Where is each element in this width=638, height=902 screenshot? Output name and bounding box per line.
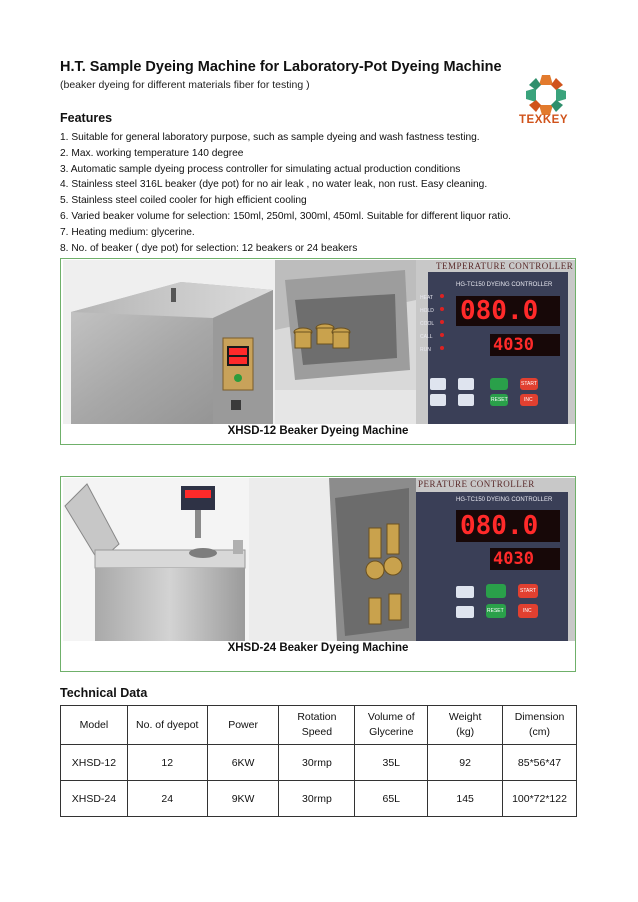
controller-brand: PERATURE CONTROLLER [418, 479, 535, 489]
table-cell: 30rmp [279, 781, 355, 817]
beaker-interior-photo [249, 478, 416, 641]
table-cell: 24 [127, 781, 207, 817]
reset-key-label: RESET [491, 397, 508, 403]
feature-item: 8. No. of beaker ( dye pot) for selection: 12 beakers or 24 beakers [60, 242, 358, 254]
feature-item: 1. Suitable for general laboratory purpose, such as sample dyeing and wash fastness testing. [60, 132, 480, 143]
column-header-dyepot: No. of dyepot [127, 706, 207, 745]
feature-item: 3. Automatic sample dyeing process controller for simulating actual production conditions [60, 163, 461, 175]
table-row [61, 745, 577, 781]
table-cell: 100*72*122 [503, 781, 577, 817]
controller-brand: TEMPERATURE CONTROLLER [436, 261, 574, 271]
status-label-cool: COOL [420, 321, 435, 327]
controller-model: HG-TC150 DYEING CONTROLLER [456, 497, 553, 503]
technical-data-table [60, 705, 577, 817]
table-row [61, 781, 577, 817]
page-title: H.T. Sample Dyeing Machine for Laboratory-Pot Dyeing Machine [60, 59, 502, 75]
time-display: 4030 [493, 335, 534, 355]
status-label-run: RUN [420, 347, 431, 353]
features-list [60, 130, 511, 256]
page-subtitle: (beaker dyeing for different materials fiber for testing ) [60, 79, 310, 91]
controller-model: HG-TC150 DYEING CONTROLLER [456, 282, 553, 288]
panel-caption: XHSD-12 Beaker Dyeing Machine [227, 425, 409, 437]
table-cell: 92 [428, 745, 503, 781]
column-header-glycerine-volume: Volume of Glycerine [355, 706, 428, 745]
table-cell: XHSD-12 [61, 745, 128, 781]
time-display: 4030 [493, 549, 534, 569]
table-cell: XHSD-24 [61, 781, 128, 817]
features-heading: Features [60, 111, 113, 125]
status-label-call: CALL [420, 334, 433, 340]
reset-key-label: RESET [487, 608, 504, 614]
panel-caption: XHSD-24 Beaker Dyeing Machine [227, 642, 409, 654]
column-header-power: Power [207, 706, 279, 745]
feature-item: 7. Heating medium: glycerine. [60, 226, 195, 238]
status-label-hold: HOLD [420, 308, 434, 314]
feature-item: 6. Varied beaker volume for selection: 150ml, 250ml, 300ml, 450ml. Suitable for different liquor ratio. [60, 210, 511, 222]
temperature-display: 080.0 [460, 296, 539, 326]
feature-item: 4. Stainless steel 316L beaker (dye pot) for no air leak , no water leak, non rust. Easy cleaning. [60, 179, 488, 191]
column-header-model: Model [61, 706, 128, 745]
feature-item: 2. Max. working temperature 140 degree [60, 147, 244, 159]
temperature-display: 080.0 [460, 511, 539, 541]
product-panel-xhsd-24 [60, 476, 576, 672]
column-header-dimension: Dimension (cm) [503, 706, 577, 745]
start-key-label: START [521, 381, 537, 387]
inc-key-label: INC [524, 397, 533, 403]
feature-item: 5. Stainless steel coiled cooler for high efficient cooling [60, 195, 307, 207]
logo-text: TEXKEY [519, 114, 569, 126]
controller-photo [416, 478, 575, 641]
product-panel-xhsd-12 [60, 258, 576, 445]
table-cell: 12 [127, 745, 207, 781]
table-header-row [61, 706, 577, 745]
start-key-label: START [520, 588, 536, 594]
table-cell: 6KW [207, 745, 279, 781]
status-label-heat: HEAT [420, 295, 433, 301]
table-cell: 145 [428, 781, 503, 817]
table-cell: 9KW [207, 781, 279, 817]
controller-photo [416, 260, 575, 424]
table-cell: 65L [355, 781, 428, 817]
table-cell: 85*56*47 [503, 745, 577, 781]
machine-photo [63, 478, 249, 641]
technical-data-heading: Technical Data [60, 686, 148, 700]
table-cell: 30rmp [279, 745, 355, 781]
machine-photo [63, 260, 275, 424]
column-header-rotation-speed: Rotation Speed [279, 706, 355, 745]
status-labels [420, 292, 434, 357]
beaker-interior-photo [275, 260, 416, 424]
table-cell: 35L [355, 745, 428, 781]
column-header-weight: Weight (kg) [428, 706, 503, 745]
inc-key-label: INC [523, 608, 532, 614]
